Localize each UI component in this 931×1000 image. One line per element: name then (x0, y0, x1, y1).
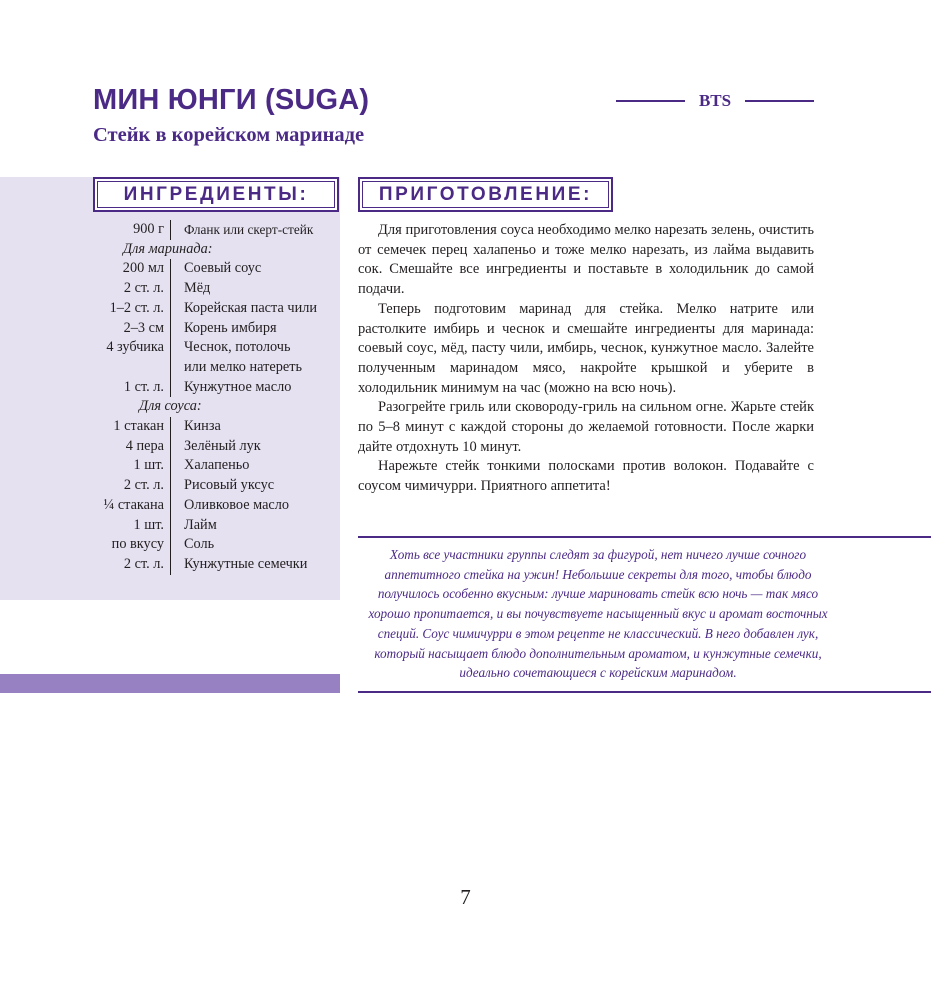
ingredient-amount: 2 ст. л. (93, 555, 171, 575)
note-rule-bottom (358, 691, 931, 693)
ingredient-amount: 900 г (93, 220, 171, 240)
preparation-step: Теперь подготовим маринад для стейка. Мелко натрите или растолките имбирь и чеснок и смешайте ингредиенты для маринада: соевый соус, мёд, пасту чили, имбирь, чеснок, кунжутное масло. Залейте полученным маринадом мясо, накройте крышкой и уберите в холодильник минимум на час (можно на всю ночь). (358, 300, 814, 396)
page-number: 7 (460, 885, 471, 909)
marinade-subheading: Для маринада: (123, 240, 213, 257)
ingredient-name: Мёд (184, 280, 211, 297)
ingredient-row (93, 279, 340, 299)
ingredient-amount: 1 шт. (93, 456, 171, 476)
recipe-note: Хоть все участники группы следят за фигурой, нет ничего лучше сочного аппетитного стейка на ужин! Небольшие секреты для того, чтобы блюдо получилось особенно вкусным: лучше мариновать стейк всю ночь — так мясо хорошо пропитается, и вы почувствуете насыщенный вкус и аромат восточных специй. Соус чимичурри в этом рецепте не классический. В него добавлен лук, который насыщает блюдо дополнительным ароматом, и кунжутные семечки, идеально сочетающиеся с корейским маринадом. (368, 547, 828, 681)
ingredient-amount-empty (93, 358, 171, 378)
ingredient-row (93, 496, 340, 516)
ingredient-row (93, 220, 340, 240)
preparation-step: Разогрейте гриль или сковороду-гриль на сильном огне. Жарьте стейк по 5–8 минут с каждой стороны до желаемой готовности. После жарки дайте отдохнуть 10 минут. (358, 399, 814, 455)
decorative-purple-bar (0, 674, 340, 693)
ingredient-name: Рисовый уксус (184, 477, 275, 494)
ingredient-name-continuation: или мелко натереть (184, 358, 302, 375)
ingredient-amount: 1–2 ст. л. (93, 299, 171, 319)
note-rule-top (358, 536, 931, 538)
ingredient-row (93, 338, 340, 358)
ingredient-amount: 1 ст. л. (93, 378, 171, 398)
ingredient-name: Оливковое масло (184, 496, 290, 513)
ingredient-row (93, 417, 340, 437)
ingredient-amount: 1 шт. (93, 516, 171, 536)
ingredients-heading-box (93, 177, 339, 212)
ingredient-name: Чеснок, потолочь (184, 339, 291, 356)
ingredient-name: Соль (184, 536, 215, 553)
preparation-heading: ПРИГОТОВЛЕНИЕ: (362, 181, 609, 208)
ingredient-amount: 2–3 см (93, 319, 171, 339)
ingredient-amount: 4 зубчика (93, 338, 171, 358)
ingredients-list (93, 220, 340, 575)
ingredient-amount: 2 ст. л. (93, 279, 171, 299)
ingredient-row (93, 299, 340, 319)
preparation-heading-box (358, 177, 613, 212)
preparation-steps (358, 221, 814, 497)
recipe-subtitle: Стейк в корейском маринаде (93, 124, 365, 146)
ingredient-row (93, 437, 340, 457)
ingredient-row (93, 555, 340, 575)
ingredient-row (93, 319, 340, 339)
ingredient-row (93, 516, 340, 536)
ingredients-heading: ИНГРЕДИЕНТЫ: (97, 181, 335, 208)
ingredient-row (93, 456, 340, 476)
ingredient-name: Лайм (184, 516, 217, 533)
ingredient-amount: 200 мл (93, 259, 171, 279)
ingredient-amount: 4 пера (93, 437, 171, 457)
brand-line-right (745, 100, 814, 102)
ingredient-row-continuation (93, 358, 340, 378)
ingredient-name: Фланк или скерт-стейк (184, 222, 314, 237)
sauce-subheading: Для соуса: (139, 398, 202, 415)
ingredient-amount: ¼ стакана (93, 496, 171, 516)
ingredient-name: Кунжутное масло (184, 378, 292, 395)
ingredient-row (93, 259, 340, 279)
ingredient-name: Корейская паста чили (184, 299, 317, 316)
brand-name: BTS (698, 91, 732, 110)
ingredient-name: Зелёный лук (184, 437, 261, 454)
ingredient-name: Соевый соус (184, 260, 262, 277)
ingredient-row (93, 378, 340, 398)
preparation-step: Для приготовления соуса необходимо мелко нарезать зелень, очистить от семечек перец халапеньо и тоже мелко нарезать, из лайма выдавить сок. Смешайте все ингредиенты и поставьте в холодильник до самой подачи. (358, 222, 814, 298)
ingredient-name: Халапеньо (184, 457, 250, 474)
brand-line-left (616, 100, 685, 102)
ingredient-amount: по вкусу (93, 535, 171, 555)
brand-marker (616, 90, 814, 112)
ingredient-name: Кунжутные семечки (184, 555, 308, 572)
ingredient-row (93, 535, 340, 555)
ingredient-name: Кинза (184, 418, 221, 435)
preparation-step: Нарежьте стейк тонкими полосками против волокон. Подавайте с соусом чимичурри. Приятного аппетита! (358, 458, 814, 495)
ingredient-row (93, 476, 340, 496)
ingredient-amount: 2 ст. л. (93, 476, 171, 496)
ingredient-amount: 1 стакан (93, 417, 171, 437)
ingredient-name: Корень имбиря (184, 319, 277, 336)
recipe-title: МИН ЮНГИ (SUGA) (93, 84, 370, 116)
